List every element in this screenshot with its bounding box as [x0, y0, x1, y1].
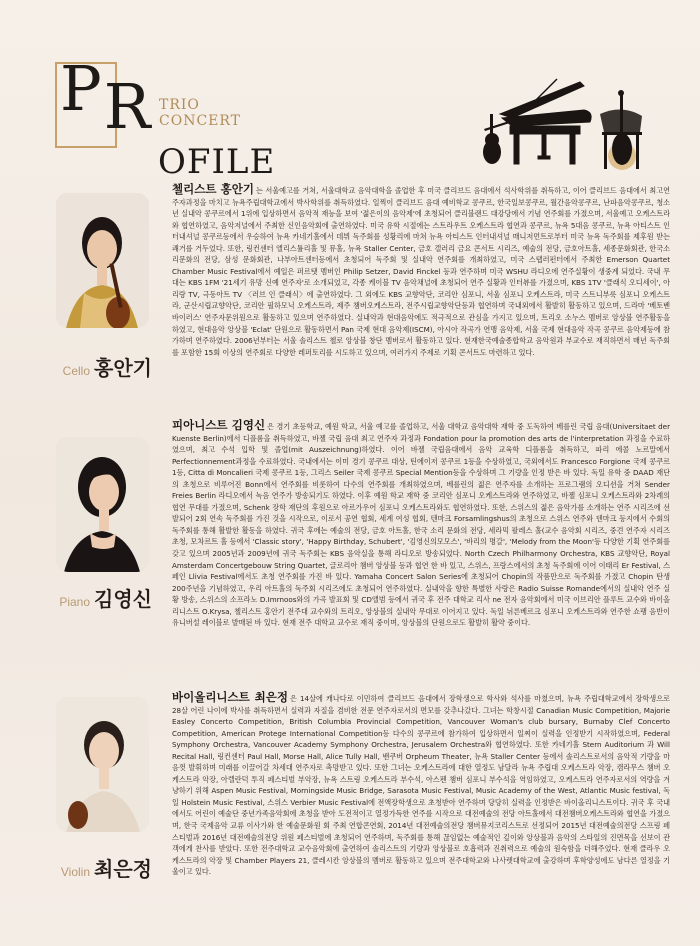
cello-performer-name: 홍안기: [94, 356, 152, 380]
piano-performer-name: 김영신: [94, 587, 152, 611]
cellist-portrait-icon: [56, 193, 149, 328]
logo-pr: [60, 52, 149, 143]
cello-bio-text: 는 서울예고를 거쳐, 서울대학교 음악대학을 졸업한 후 미국 클리브드 음대에서 석사학위를 취득하고, 이어 클리브드 음대에서 최고연주자과정을 마치고 뉴욕주립대학교에서 박사학위를 취득하였다. 일찍이 클리브드 음대 예비학교 콩쿠르, 한국일보콩쿠르, 월간음악콩쿠르, 난파음악콩쿠르, 청소년 실내악 콩쿠르에서 1위에 입상하면서 음악적 재능을 보여 '젊은이의 음악제'에 초청되어 클리블랜드 대강당에서 기념 연주회를 가졌으며, 서울예고 오케스트라와 협연하였고, 음악저널에서 주최한 신인음악회에 출연하였다. 미국 유학 시절에는 스트라우트 오케스트라 협연과 콩쿠르, 뉴욕 5대음 콩쿠르, 뉴욕 아티스트 인터내셔널 콩쿠르등에서 우승하여 뉴욕 카네기홀에서 데뷔 독주회를 성황리에 마쳐 뉴욕 아티스트 인터내셔널 매니저먼트로부터 미국 뉴욕 독주회를 제후원 받는 쾌거를 거두었다. 또한, 링컨센터 앨리스튤리홀 및 뮤홀, 뉴욕 Staller Center, 금호 갤러리 금요 콘서트 시리즈, 예술의 전당, 금호아트홀, 세종문화회관, 한국소리문화의 전당, 삼성 문화회관, 나부아트센터등에서 초청되어 독주회 및 실내악 연주회를 개최하였고, 미국 스탭러펀터에서 주최한 Emerson Quartet Chamber Music Festival에서 예일은 퍼르탯 멤버인 Philip Setzer, David Finckel 등과 연주하며 미국 WSHU 라디오에 연주실황이 생중계 되었다. 국내 무대는 KBS 1FM '21세기 유망 신예 연주자'로 소개되었고, 각종 케이블 TV 음악채널에 초청되어 연주 실황과 인터뷰를 가졌으며, KBS 1TV '클래식 오디세이', 아리랑 TV, 극동아트 TV 〈러브 인 클래식〉에 출연하였다. 그 외에도 KBS 교향악단, 코리안 심포니, 서울 심포니 오케스트라, 미국 스트니부룩 심포니 오케스트라, 군산시립교향악단, 코리안 필하모닉 오케스트라, 제주 챔버오케스트라, 전주시립교향악단등과 협연하며 국내외에서 활발히 활동하고 있으며, 드라마 '베토벤 바이러스' 연주자문위원으로 활동하고 있으며 연주하였다. 실내악과 현대음악에도 적극적으로 관심을 가지고 있으며, 트리오 소누스 멤버로 앙상블 연주활동을 하였고, 현대음악 앙상블 'Eclat' 단원으로 활동하면서 Pan 국제 현대 음악제(ISCM), 아시아 작곡가 연맹 음악제, 서울 국제 현대음악 작곡 콩쿠르 음악제등에 참가하며 연주하였다. 2006년부터는 서울 솔리스트 첼로 앙상블 창단 멤버로서 활동하고 있다. 현재한국예술종합학교 음악원과 부교수로 재직하면서 매년 독주회를 포함한 15회 이상의 연주회로 다양한 레퍼토리를 시도하고 있으며, 여러가지 주제로 기획 콘서트도 마련하고 있다.: [172, 186, 670, 357]
logo-concert: CONCERT: [159, 113, 242, 130]
piano-bio-title: 피아니스트 김영신: [172, 418, 266, 432]
cello-instrument-label: Cello: [62, 364, 91, 378]
logo-ofile: OFILE: [158, 142, 276, 182]
violin-bio-text: 은 14살에 캐나다로 이민하여 클리브드 음대에서 장학생으로 학사와 석사를 마쳤으며, 뉴욕 주립대학교에서 장학생으로 28살 어린 나이에 박사를 취득하면서 실력과 자질을 겸비한 전문 연주자로서의 면모를 갖추나갔다. 그녀는 학창시절 Canadian Music Competition, Majorie Easley Concerto Competition, British Columbia Provincial Competition, Vancouver Woman's club bursary, Burnaby Clef Concerto Competition, American Protege International Competition등 다수의 콩쿠르에 참가하여 입상하면서 일찌이 실력을 인정받기 시작하였으며, Federal Symphony Orchestra, Vancouver Academy Symphony Orchestra, Jerusalem Orchestra와 협연하였다. 또한 카네기홀 Stern Auditorium 과 Will Recital Hall, 링컨센터 Paul Hall, Morse Hall, Alice Tully Hall, 밴쿠버 Orpheum Theater, 뉴욕 Staller Center 등에서 솔리스트로서의 음악적 기량을 마음껏 발휘하며 미래를 이끌어갈 차세대 연주자로 촉망받고 있다. 또한 그녀는 오케스트라에 대한 열정도 남달라 뉴욕 주립대 오케스트라 악장, 캠라무스 챔버 오케스트라 악장, 아렐란덕 투직 페스티벌 부악장, 뉴욕 스트링 오케스트라 부수석, 아스펜 챔버 심포니 부수석을 역임하였고, 오케스트라 연주자로서의 역량을 겨냥하기 위해 Aspen Music Festival, Morningside Music Bridge, Sarasota Music Festival, Music Academy of the West, Atlantic Music festival, 독일 Holstein Music Festival, 스위스 Verbier Music Festival에 전액장학생으로 초청받아 연주하며 당당히 실력을 인정받은 바이올리니스트이다. 귀국 후 국내에서도 어린이 예술단 중년가족음악회에 초청을 받아 도전적이고 열정가득한 연주를 시작으로 대전예술의 전당 아트홀에서 대전챔버오케스트라와 협연을 가졌으며, 한국 국제음악 교류 이사가와 한 예술문화원 회 주최 연합콘연회, 2014년 대전예술의전당 챔버뮤지코리스트로 선정되어 2015년 대전예술의전당 스프링 페스티벌과 2016년 대전예술의전당 위원 페스티벌에 초청되어 연주하며, 독주회를 통해 끊임없는 예술적인 깊이와 앙상블과 음악의 스타일의 진면목을 선보이 관객에게 찬사를 받았다. 또한 전주대학교 교수음악회에 출연하여 솔리스트의 기량과 앙상블로 호흡력과 진취력으로 예술의 원숙함을 더해주었다. 현재 클라우 오케스트라의 악장 및 Chamber Players 21, 클레시칸 앙상블의 멤버로 활동하고 있으며 전주대학교와 나사렛대학교에 출강하며 후학양성에도 남다른 열정을 기울이고 있다.: [172, 694, 671, 877]
cello-name-block: [63, 352, 152, 381]
piano-photo: [56, 437, 149, 572]
pianist-portrait-icon: [56, 437, 149, 572]
logo-letter-p: P: [60, 52, 100, 125]
logo-subtitle: [159, 97, 241, 129]
instruments-illustration-icon: [472, 74, 647, 174]
piano-name-block: [59, 583, 152, 612]
violin-instrument-label: Violin: [60, 865, 91, 879]
violin-bio: [172, 692, 670, 878]
logo-trio: TRIO: [159, 97, 200, 113]
piano-instrument-label: Piano: [59, 595, 91, 609]
cello-bio-title: 첼리스트 홍안기: [172, 182, 254, 196]
violinist-portrait-icon: [56, 697, 149, 832]
piano-bio: [172, 420, 670, 629]
logo-letter-r: R: [103, 70, 149, 143]
cello-bio: [172, 184, 670, 358]
cello-photo: [56, 193, 149, 328]
violin-photo: [56, 697, 149, 832]
violin-bio-title: 바이올리니스트 최은정: [172, 690, 288, 704]
violin-performer-name: 최은정: [94, 857, 152, 881]
violin-name-block: [61, 853, 152, 882]
piano-bio-text: 은 경기 초등학교, 예원 학교, 서울 예고를 졸업하고, 서울 대학교 음악대학 재학 중 도독하여 베를린 국립 음대(Universitaet der Kuenste Berlin)에서 디플롬을 취득하였고, 바젤 국립 음대 최고 연주자 과정과 Fondation pour la promotion des arts de l'interpretation 과정을 수료하였으며, 최고 수석 입학 및 졸업(mit Auszeichnung)하였다. 이어 바젤 국립음대에서 음악 교육학 디플롬을 취득하고, 파리 에콜 노르말에서 Perfectionnement과정을 수료하였다. 국내에서는 이미 경기 콩쿠르 대상, 틴에이저 콩쿠르 1등을 수상하였고, 국외에서도 Francesco Forgione 국제 콩쿠르 1등, Citta di Moncalieri 국제 콩쿠르 1등, 그리스 Seiler 국제 콩쿠르 Special Mention등을 수상하며 그 기량을 인정 받은 바 있다. 독일 유학 중 DAAD 재단의 초청으로 비루어진 Bonn에서 연주회를 비롯하여 다수의 연주회를 개최하였으며, 베를린의 젊은 연주자를 소개하는 프로그램의 오디션을 거쳐 Sender Freies Berlin 라디오에서 녹음 연주가 방송되기도 하였다. 이후 예원 학교 재학 중 코리안 심포니 오케스트라와 연주하였고, 바젤 심포니 오케스트라와 2차례의 협연 무대를 가졌으며, Schenk 장학 재단의 후원으로 아르가우어 심포니 오케스트라와도 협연하였다. 또한, 스위스의 젊은 음악가를 소개하는 연주 시리즈에 선발되어 2회 연속 독주회를 가진 것을 시작으로, 이로서 공연 협회, 세계 여성 협회, 텐마크 Forsamlingshus의 초청으로 스위스 연주와 덴마크 등지에서 수회의 독주회를 통해 활발한 활동을 하였다. 귀국 후에는 예술의 전당, 금호 아트홀, 한국 소리 문화의 전당, 세라믹 팔레스 홀(교수 음악회 시리즈, 중견 연주자 시리즈 초청, 모차르트 홀 등에서 'Classic story', 'Happy Birthday, Schubert', '김영신의모모스', '바리의 명갈', 'Melody from the Moon'등 다양한 기획 연주회를 갖고 있으며 2005년과 2009년에 귀국 독주회는 KBS 음악실을 통해 라디오로 방송되었다. North Czech Philharmony Orchestra, KBS 교향악단, Royal Amsterdam Concertgebouw String Quartet, 글로리아 챔버 앙상블 등과 협연 한 바 있고, 스위스, 프랑스에서의 초청 독주회에 이어 이태리 Er Festival, 스페인 Llivia Festival에서도 초청 연주회를 가진 바 있다. Yamaha Concert Salon Series에 초청되어 Chopin의 작품만으로 독주회를 가졌고 Chopin 탄생 200주년을 기념하였고, 우리 아트홀의 독주회 시리즈에도 초청되어 연주하였다. 실내악을 향한 특별한 사랑은 Radio Suisse Romande에서의 실내악 연주 실황 방송, 스위스의 소프라노 D.Imrnoos와의 가곡 발표회 및 CD앨범 등에서 귀국 후 전주 대학교 리사 ne 전자 음악회에서 미국 이브리안 플루트 교수와 바이올리니스트 O.Krysa, 첼리스트 홍안기 전주대 교수와의 트리오, 앙상블의 실내악 무대로 이어지고 있다. 독일 뉘른베르크 심포니 오케스트라와 연주한 쇼팽 음반이 유니버설 레이블로 발매된 바 있다. 현재 전주 대학교 교수로 재직 중이며, 앙상블의 단원으로도 활발히 활약 중이다.: [172, 422, 671, 628]
